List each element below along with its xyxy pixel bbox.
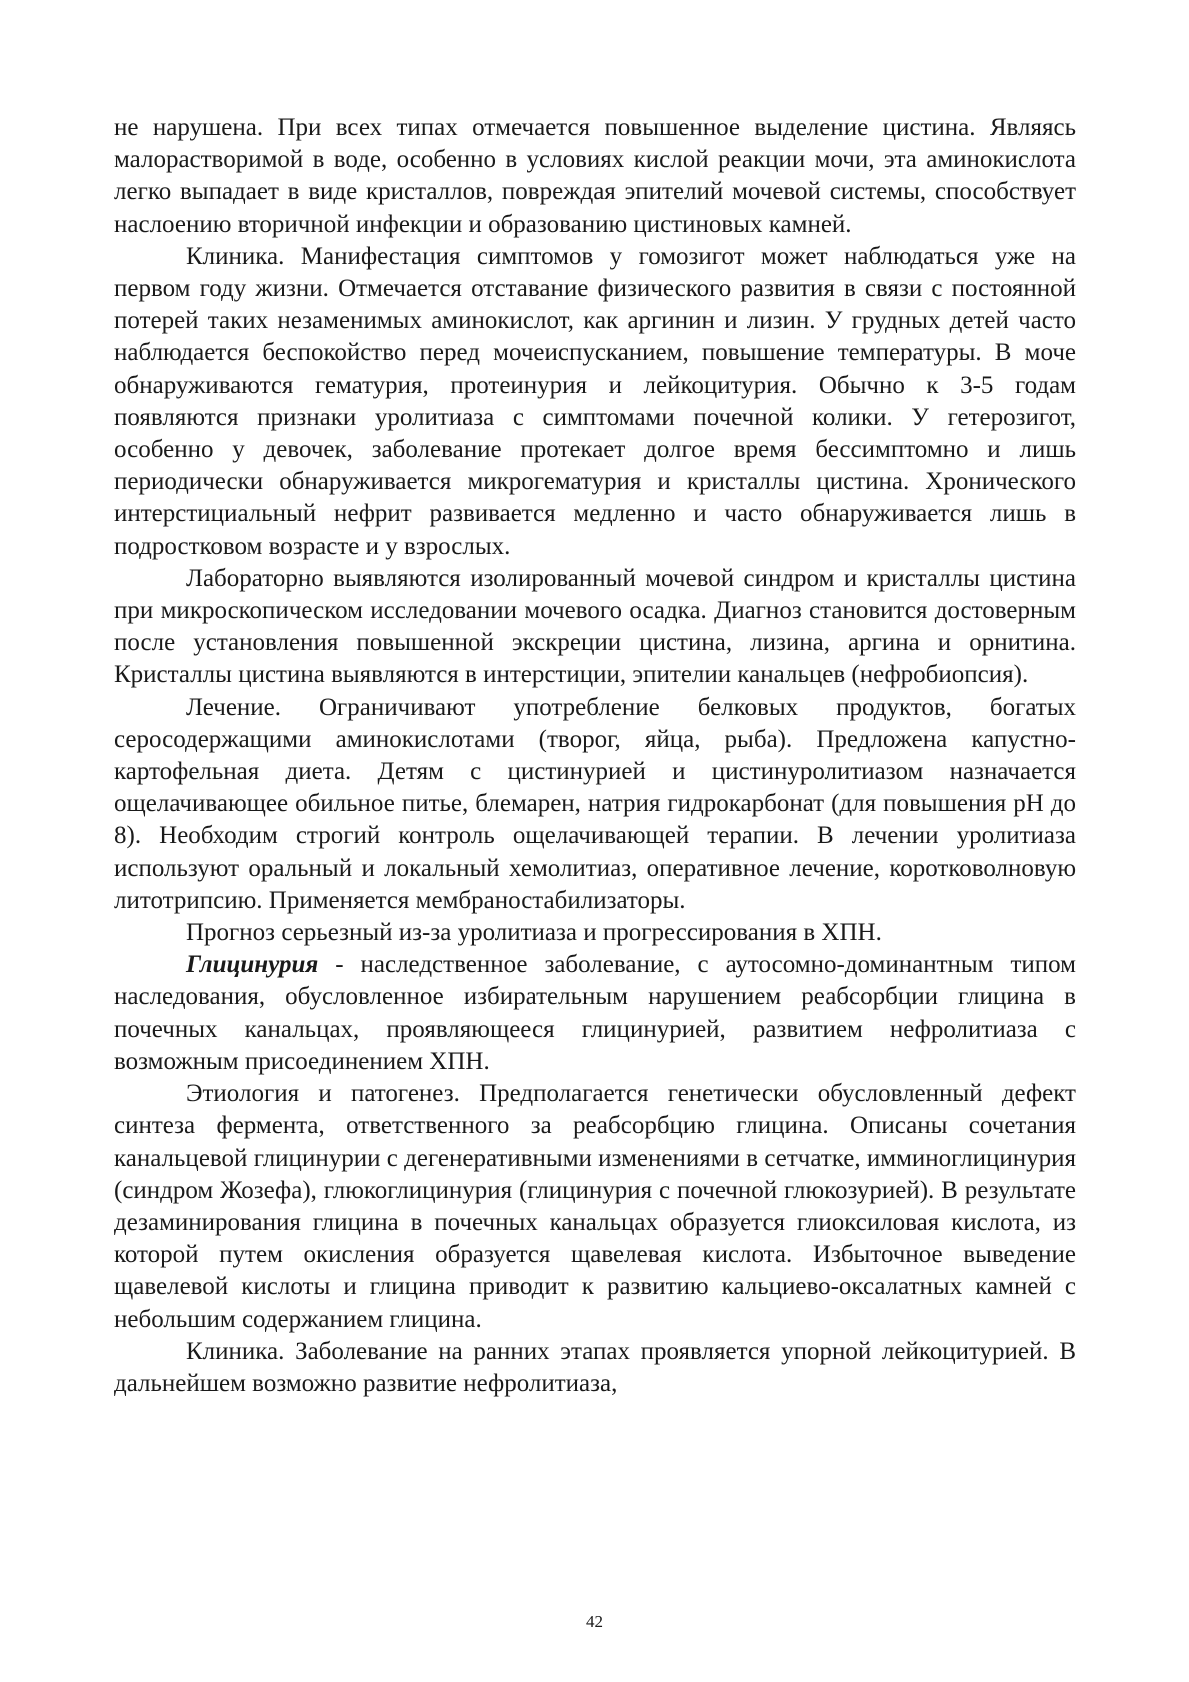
document-page xyxy=(114,112,1076,1400)
paragraph-4 xyxy=(114,692,1076,917)
paragraph-7-text: Этиология и патогенез. Предполагается генетически обусловленный дефект синтеза фермента, ответственного за реабсорбцию глицина. Описаны сочетания канальцевой глицинурии с дегенеративными изменениями в сетчатке, имминоглицинурия (синдром Жозефа), глюкоглицинурия (глицинурия с почечной глюкозурией). В результате дезаминирования глицина в почечных канальцах образуется глиоксиловая кислота, из которой путем окисления образуется щавелевая кислота. Избыточное выведение щавелевой кислоты и глицина приводит к развитию кальциево-оксалатных камней с небольшим содержанием глицина. xyxy=(114,1080,1076,1333)
paragraph-7 xyxy=(114,1078,1076,1336)
term-glycinuria: Глицинурия xyxy=(186,951,319,979)
page-number: 42 xyxy=(586,1612,603,1631)
paragraph-5 xyxy=(114,917,1076,949)
paragraph-2-text: Клиника. Манифестация симптомов у гомозигот может наблюдаться уже на первом году жизни. Отмечается отставание физического развития в связи с постоянной потерей таких незаменимых аминокислот, как аргинин и лизин. У грудных детей часто наблюдается беспокойство перед мочеиспусканием, повышение температуры. В моче обнаруживаются гематурия, протеинурия и лейкоцитурия. Обычно к 3-5 годам появляются признаки уролитиаза с симптомами почечной колики. У гетерозигот, особенно у девочек, заболевание протекает долгое время бессимптомно и лишь периодически обнаруживается микрогематурия и кристаллы цистина. Хронического интерстициальный нефрит развивается медленно и часто обнаруживается лишь в подростковом возрасте и у взрослых. xyxy=(114,242,1076,560)
paragraph-1-text: не нарушена. При всех типах отмечается повышенное выделение цистина. Являясь малорастворимой в воде, особенно в условиях кислой реакции мочи, эта аминокислота легко выпадает в виде кристаллов, повреждая эпителий мочевой системы, способствует наслоению вторичной инфекции и образованию цистиновых камней. xyxy=(114,114,1076,238)
paragraph-5-text: Прогноз серьезный из-за уролитиаза и прогрессирования в ХПН. xyxy=(186,919,882,947)
paragraph-8 xyxy=(114,1336,1076,1400)
paragraph-3-text: Лабораторно выявляются изолированный мочевой синдром и кристаллы цистина при микроскопическом исследовании мочевого осадка. Диагноз становится достоверным после установления повышенной экскреции цистина, лизина, аргина и орнитина. Кристаллы цистина выявляются в интерстиции, эпителии канальцев (нефробиопсия). xyxy=(114,564,1076,689)
paragraph-4-text: Лечение. Ограничивают употребление белковых продуктов, богатых серосодержащими аминокислотами (творог, яйца, рыба). Предложена капустно-картофельная диета. Детям с цистинурией и цистинуролитиазом назначается ощелачивающее обильное питье, блемарен, натрия гидрокарбонат (для повышения pH до 8). Необходим строгий контроль ощелачивающей терапии. В лечении уролитиаза используют оральный и локальный хемолитиаз, оперативное лечение, коротковолновую литотрипсию. Применяется мембраностабилизаторы. xyxy=(114,693,1076,914)
paragraph-8-text: Клиника. Заболевание на ранних этапах проявляется упорной лейкоцитурией. В дальнейшем возможно развитие нефролитиаза, xyxy=(114,1337,1076,1397)
paragraph-6-text: - наследственное заболевание, с аутосомно-доминантным типом наследования, обусловленное избирательным нарушением реабсорбции глицина в почечных канальцах, проявляющееся глицинурией, развитием нефролитиаза с возможным присоединением ХПН. xyxy=(114,951,1076,1075)
paragraph-2 xyxy=(114,241,1076,563)
paragraph-3 xyxy=(114,563,1076,692)
paragraph-6 xyxy=(114,949,1076,1078)
paragraph-1 xyxy=(114,112,1076,241)
